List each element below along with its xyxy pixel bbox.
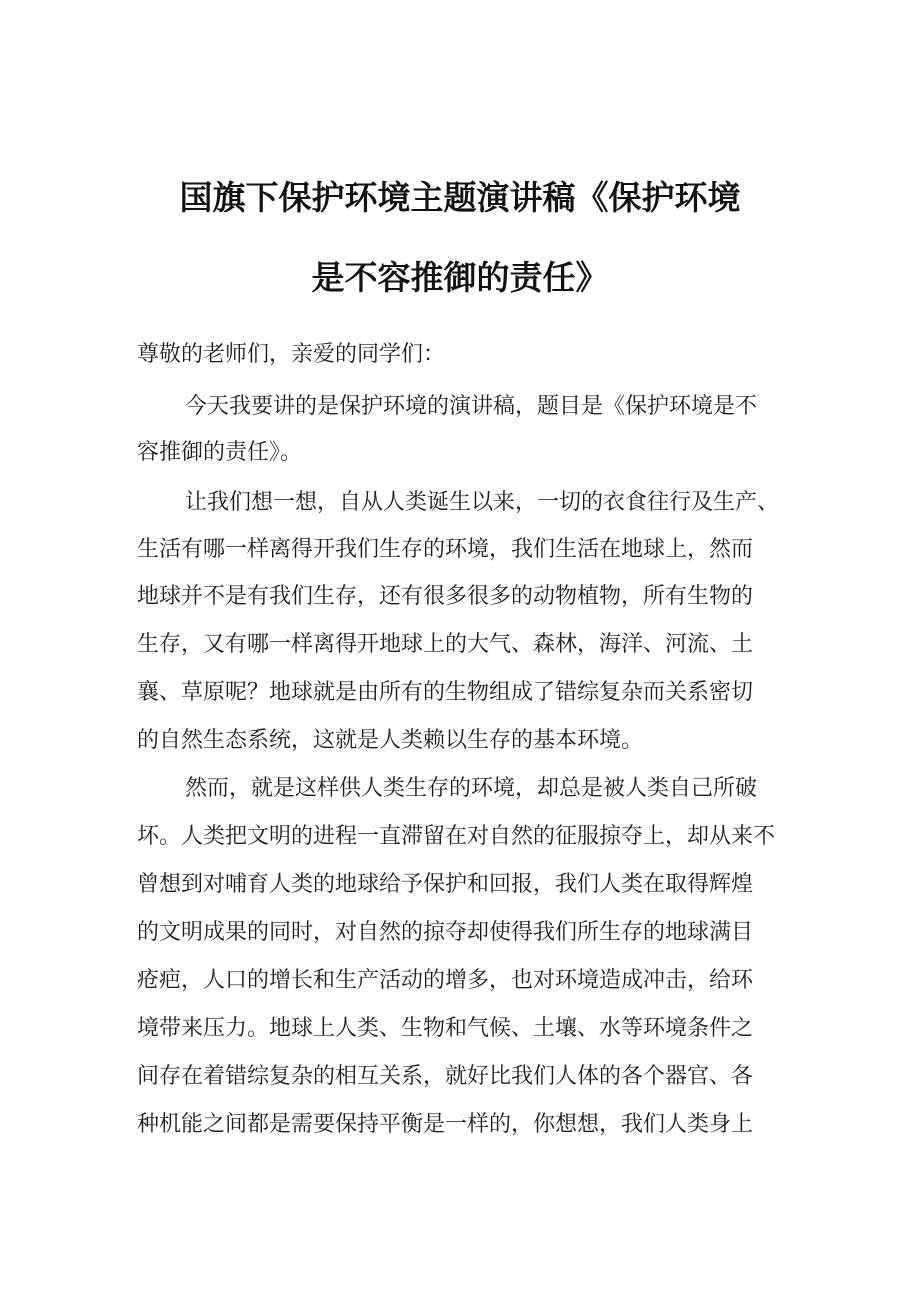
paragraph-2-line-4: 生存，又有哪一样离得开地球上的大气、森林，海洋、河流、土 <box>137 632 754 657</box>
paragraph-3-line-3: 曾想到对哺育人类的地球给予保护和回报，我们人类在取得辉煌 <box>137 872 754 897</box>
paragraph-3-line-8: 种机能之间都是需要保持平衡是一样的，你想想，我们人类身上 <box>137 1112 754 1137</box>
salutation: 尊敬的老师们，亲爱的同学们： <box>137 342 446 367</box>
document-title-line-2: 是不容推御的责任》 <box>311 258 609 297</box>
paragraph-3-line-4: 的文明成果的同时，对自然的掠夺却使得我们所生存的地球满目 <box>137 920 754 945</box>
paragraph-2-line-1: 让我们想一想，自从人类诞生以来，一切的衣食往行及生产、 <box>185 490 780 515</box>
paragraph-1-line-2: 容推御的责任》。 <box>137 440 303 465</box>
paragraph-3-line-2: 坏。人类把文明的进程一直滞留在对自然的征服掠夺上，却从来不 <box>137 824 776 849</box>
paragraph-2-line-3: 地球并不是有我们生存，还有很多很多的动物植物，所有生物的 <box>137 584 754 609</box>
paragraph-2-line-5: 襄、草原呢？地球就是由所有的生物组成了错综复杂而关系密切 <box>137 680 754 705</box>
paragraph-1-line-1: 今天我要讲的是保护环境的演讲稿，题目是《保护环境是不 <box>185 394 758 419</box>
paragraph-3-line-5: 疮疤，人口的增长和生产活动的增多，也对环境造成冲击，给环 <box>137 968 754 993</box>
document-title-line-1: 国旗下保护环境主题演讲稿《保护环境 <box>179 178 741 217</box>
paragraph-3-line-7: 间存在着错综复杂的相互关系，就好比我们人体的各个器官、各 <box>137 1064 754 1089</box>
paragraph-3-line-6: 境带来压力。地球上人类、生物和气候、土壤、水等环境条件之 <box>137 1016 754 1041</box>
paragraph-2-line-6: 的自然生态系统，这就是人类赖以生存的基本环境。 <box>137 728 644 753</box>
paragraph-3-line-1: 然而，就是这样供人类生存的环境，却总是被人类自己所破 <box>185 776 758 801</box>
paragraph-2-line-2: 生活有哪一样离得开我们生存的环境，我们生活在地球上，然而 <box>137 537 754 562</box>
